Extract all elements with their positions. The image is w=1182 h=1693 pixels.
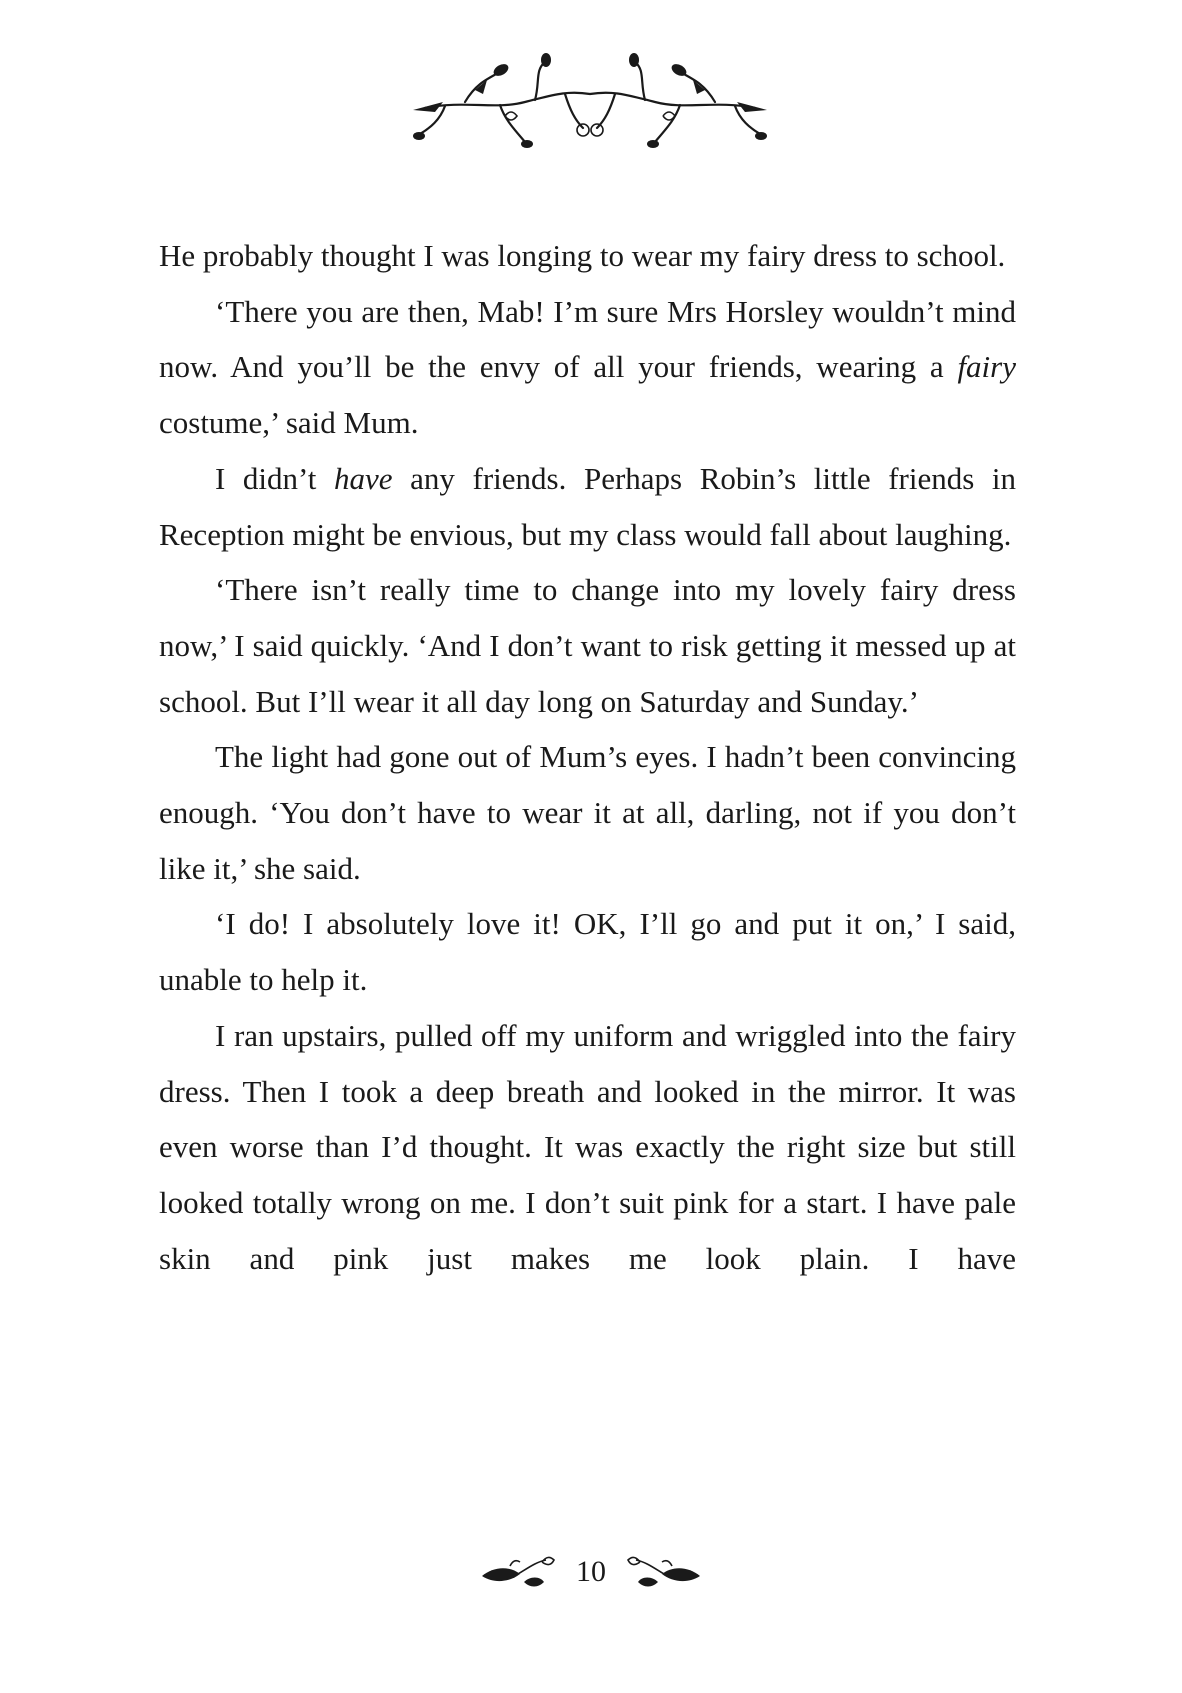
body-text	[159, 228, 1016, 1286]
paragraph: ‘There isn’t really time to change into my lovely fairy dress now,’ I said quickly. ‘And I don’t want to risk getting it messed up at school. But I’ll wear it all day long on Saturday and Sunday.’	[159, 572, 1016, 719]
page-number: 10	[576, 1555, 606, 1588]
paragraph: I didn’t have any friends. Perhaps Robin’s little friends in Reception might be envious, but my class would fall about laughing.	[159, 460, 1017, 552]
leaf-flourish-icon	[620, 1552, 702, 1594]
page-footer	[480, 1548, 702, 1598]
paragraph: I ran upstairs, pulled off my uniform and wriggled into the fairy dress. Then I took a deep breath and looked in the mirror. It was even worse than I’d thought. It was exactly the right size but still looked totally wrong on me. I don’t suit pink for a start. I have pale skin and pink just makes me look plain. I have	[159, 1017, 1016, 1276]
floral-vine-ornament-icon	[405, 50, 775, 170]
paragraph: The light had gone out of Mum’s eyes. I hadn’t been convincing enough. ‘You don’t have to wear it at all, darling, not if you don’t like it,’ she said.	[159, 739, 1016, 886]
paragraph: ‘There you are then, Mab! I’m sure Mrs Horsley wouldn’t mind now. And you’ll be the envy of all your friends, wearing a fairy costume,’ said Mum.	[159, 293, 1016, 441]
paragraph: He probably thought I was longing to wear my fairy dress to school.	[159, 238, 1006, 273]
paragraph: ‘I do! I absolutely love it! OK, I’ll go and put it on,’ I said, unable to help it.	[159, 906, 1016, 998]
